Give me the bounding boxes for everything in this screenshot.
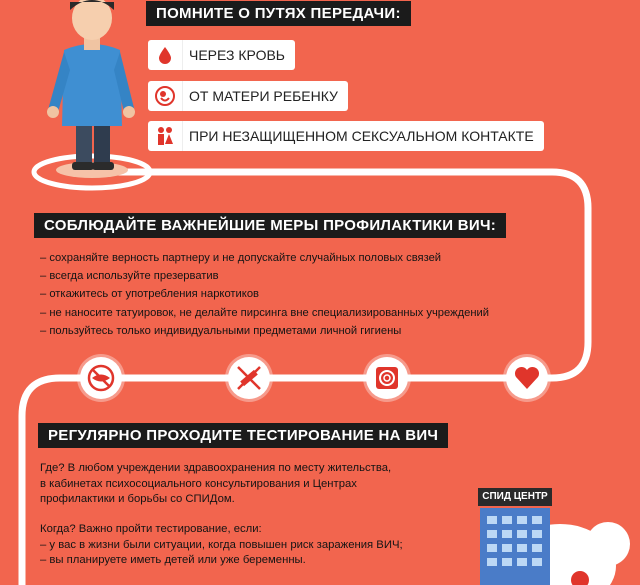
- prevention-item: – пользуйтесь только индивидуальными предметами личной гигиены: [40, 324, 402, 337]
- prevention-item: – откажитесь от употребления наркотиков: [40, 288, 259, 301]
- transmission-item-mother: ОТ МАТЕРИ РЕБЕНКУ: [148, 81, 348, 111]
- person-illustration: [26, 0, 136, 182]
- testing-title: РЕГУЛЯРНО ПРОХОДИТЕ ТЕСТИРОВАНИЕ НА ВИЧ: [38, 423, 448, 448]
- transmission-title: ПОМНИТЕ О ПУТЯХ ПЕРЕДАЧИ:: [146, 1, 411, 26]
- prevention-title: СОБЛЮДАЙТЕ ВАЖНЕЙШИЕ МЕРЫ ПРОФИЛАКТИКИ ВИЧ:: [34, 213, 506, 238]
- mother-child-icon: [148, 86, 182, 106]
- no-kiss-icon: [80, 357, 122, 399]
- testing-when: Когда? Важно пройти тестирование, если: – у вас в жизни были ситуации, когда повышен риск заражения ВИЧ; – вы планируете иметь детей или уже беременны.: [40, 523, 403, 567]
- prevention-item: – сохраняйте верность партнеру и не допускайте случайных половых связей: [40, 252, 442, 264]
- testing-where: Где? В любом учреждении здравоохранения по месту жительства, в кабинетах психосоциального консультирования и Центрах профилактики и борьбы со СПИДом.: [40, 462, 392, 506]
- prevention-item: – не наносите татуировок, не делайте пирсинга вне специализированных учреждений: [40, 306, 489, 319]
- prevention-list: [40, 249, 489, 340]
- transmission-item-sexual: ПРИ НЕЗАЩИЩЕННОМ СЕКСУАЛЬНОМ КОНТАКТЕ: [148, 121, 544, 151]
- couple-icon: [148, 126, 182, 146]
- condom-icon: [366, 357, 408, 399]
- blood-drop-icon: [148, 46, 182, 64]
- heart-icon: [506, 357, 548, 399]
- no-syringe-icon: [228, 357, 270, 399]
- transmission-item-blood: ЧЕРЕЗ КРОВЬ: [148, 40, 295, 70]
- building-sign: СПИД ЦЕНТР: [482, 491, 548, 502]
- prevention-item: – всегда используйте презерватив: [40, 270, 219, 283]
